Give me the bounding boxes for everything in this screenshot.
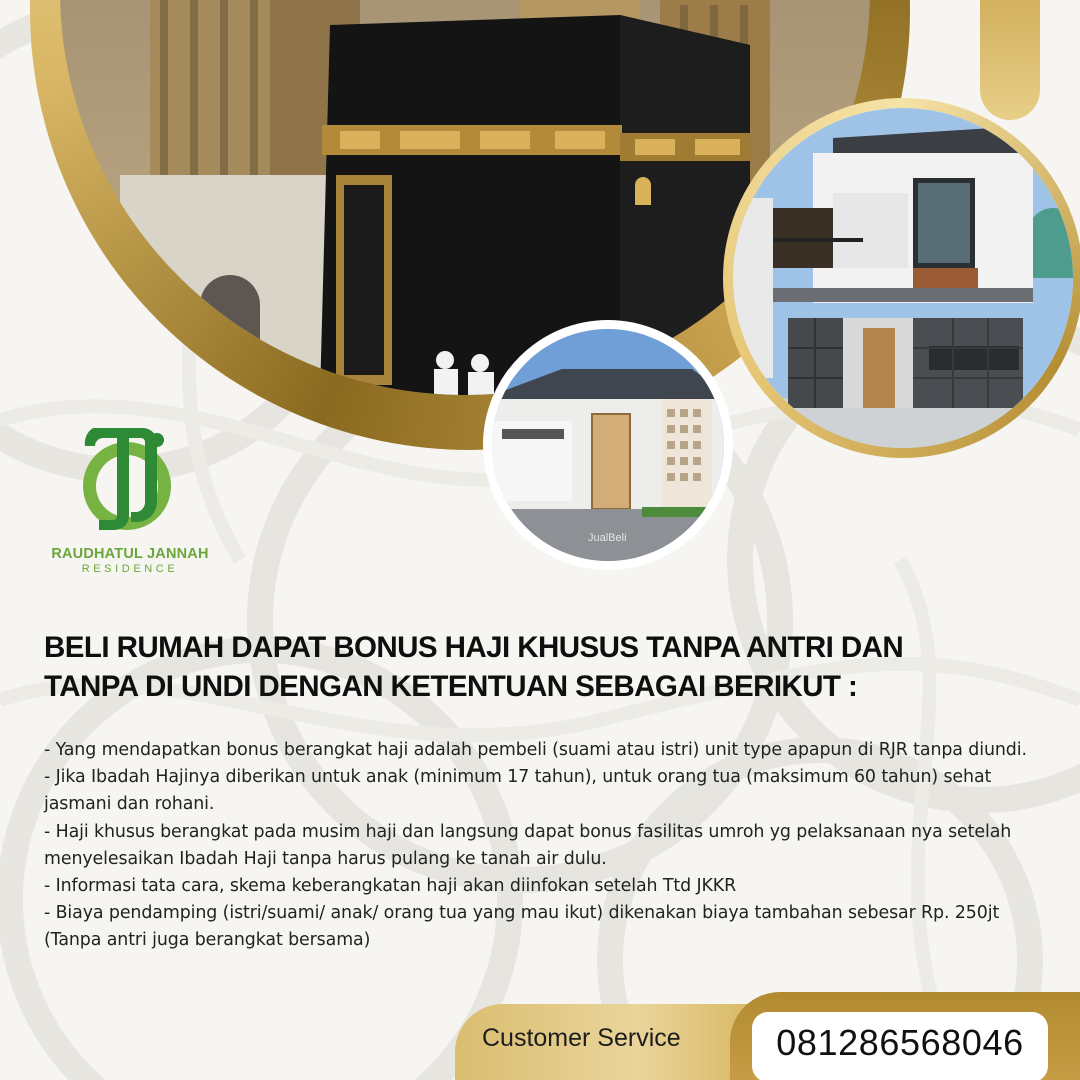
brand-logo: [40, 420, 220, 580]
brand-subtitle: RESIDENCE: [81, 563, 179, 575]
term-item: - Biaya pendamping (istri/suami/ anak/ orang tua yang mau ikut) dikenakan biaya tambahan sebesar Rp. 250jt (Tanpa antri juga berangkat bersama): [44, 903, 1000, 951]
brand-name: RAUDHATUL JANNAH: [51, 546, 209, 562]
corner-gold-arc: [980, 0, 1040, 120]
term-item: - Yang mendapatkan bonus berangkat haji adalah pembeli (suami atau istri) unit type apapun di RJR tanpa diundi.: [44, 740, 1027, 760]
term-item: - Informasi tata cara, skema keberangkatan haji akan diinfokan setelah Ttd JKKR: [44, 876, 737, 897]
term-item: - Haji khusus berangkat pada musim haji dan langsung dapat bonus fasilitas umroh yg pelaksanaan nya setelah menyelesaikan Ibadah Haji tanpa harus pulang ke tanah air dulu.: [44, 821, 1012, 869]
phone-number[interactable]: 081286568046: [776, 1022, 1024, 1063]
term-item: - Jika Ibadah Hajinya diberikan untuk anak (minimum 17 tahun), untuk orang tua (maksimum 60 tahun) sehat jasmani dan rohani.: [44, 767, 992, 815]
headline-line-1: BELI RUMAH DAPAT BONUS HAJI KHUSUS TANPA ANTRI DAN: [44, 631, 904, 664]
terms-list: [44, 737, 1044, 955]
customer-service-label: Customer Service: [482, 1024, 681, 1052]
headline-line-2: TANPA DI UNDI DENGAN KETENTUAN SEBAGAI BERIKUT :: [44, 670, 858, 703]
watermark-text: JualBeli: [588, 532, 627, 544]
two-storey-house-photo: [733, 108, 1073, 448]
headline: [44, 628, 1029, 706]
rj-monogram-icon: [75, 420, 179, 538]
bungalow-house-photo: [492, 329, 724, 561]
